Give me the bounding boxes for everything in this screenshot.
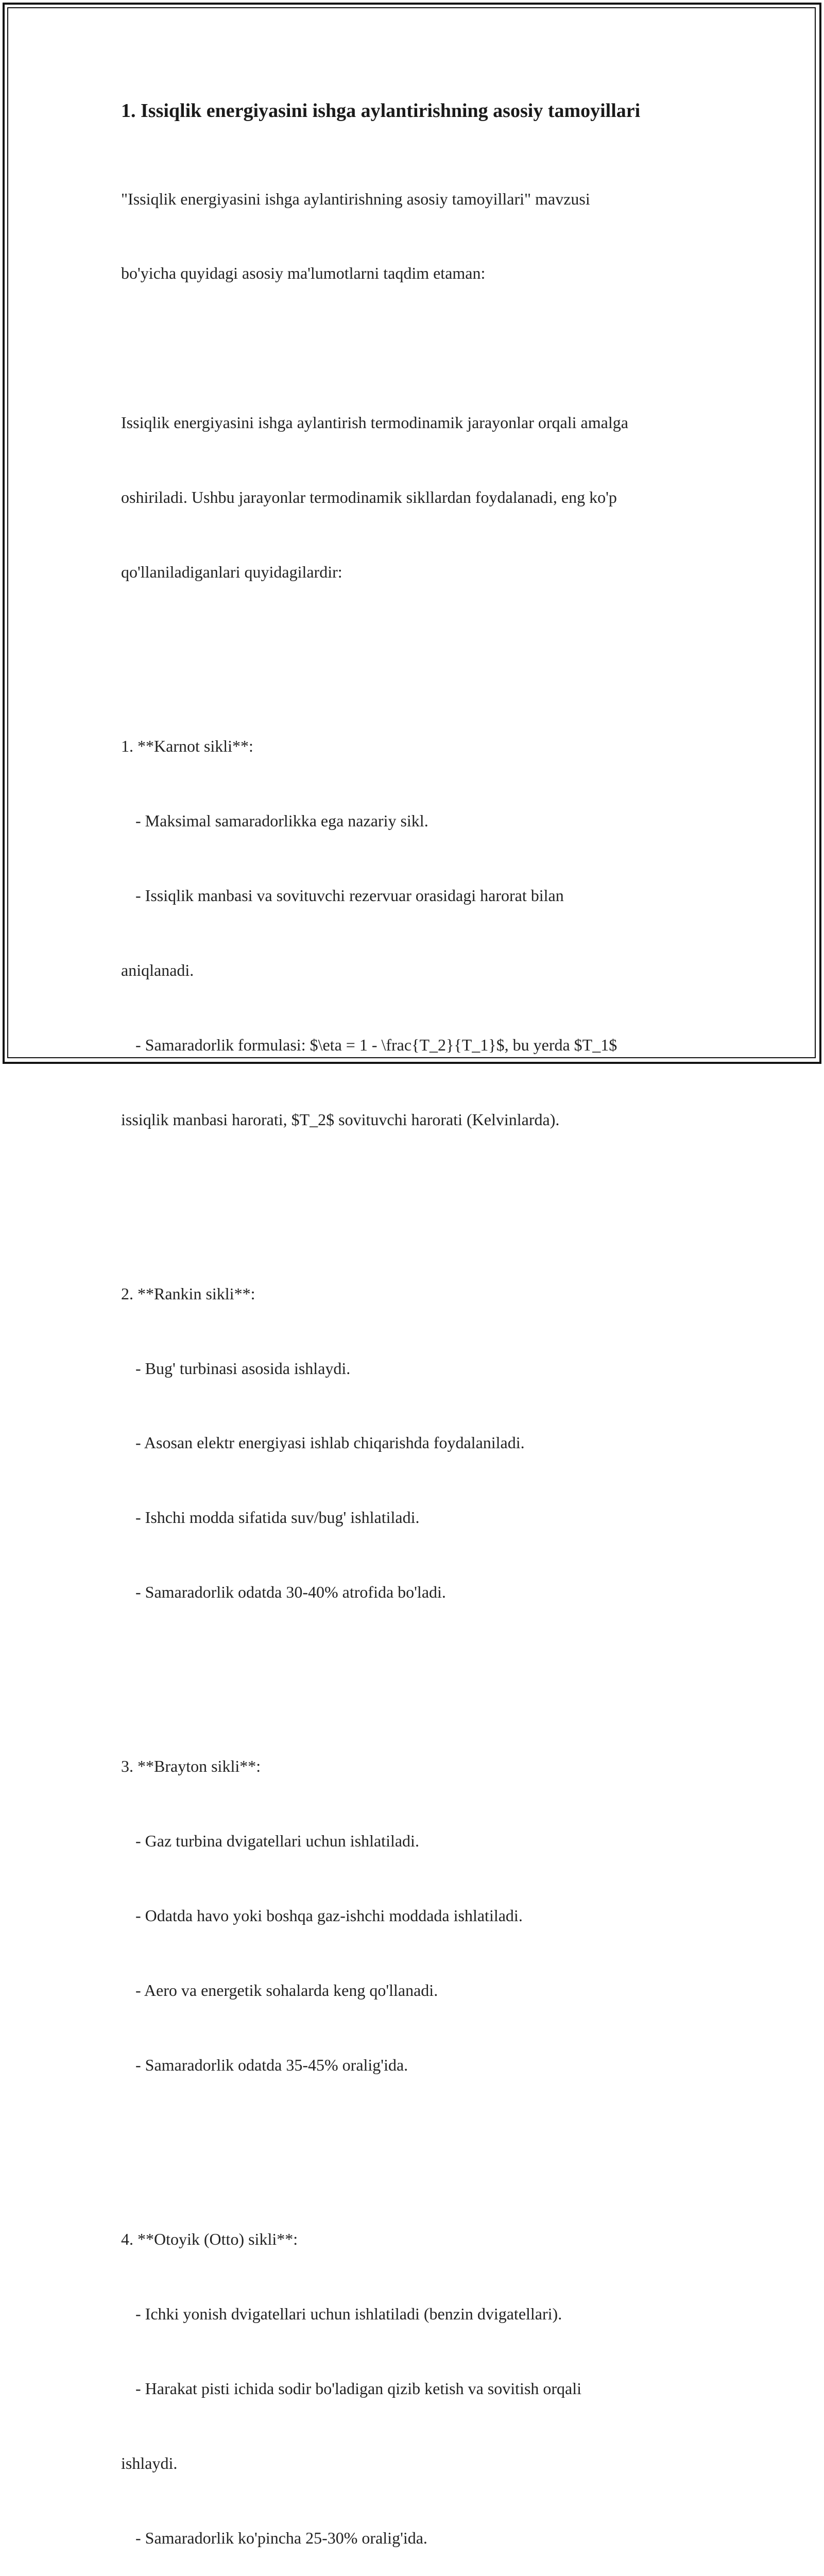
document-body [121, 137, 713, 2576]
blank-line [121, 634, 713, 659]
list-subitem: - Bug' turbinasi asosida ishlaydi. [135, 1359, 351, 1378]
list-subitem: - Ishchi modda sifatida suv/bug' ishlatiladi. [135, 1508, 420, 1527]
intro-line: "Issiqlik energiyasini ishga aylantirishning asosiy tamoyillari" mavzusi [121, 189, 590, 208]
list-subitem: - Odatda havo yoki boshqa gaz-ishchi moddada ishlatiladi. [135, 1906, 523, 1925]
paragraph-line: oshiriladi. Ushbu jarayonlar termodinamik sikllardan foydalanadi, eng ko'p [121, 488, 617, 507]
list-subitem: - Gaz turbina dvigatellari uchun ishlatiladi. [135, 1832, 419, 1851]
intro-line: bo'yicha quyidagi asosiy ma'lumotlarni taqdim etaman: [121, 264, 486, 283]
blank-line [121, 1654, 713, 1679]
list-item-heading: 1. **Karnot sikli**: [121, 737, 253, 756]
list-item-heading: 3. **Brayton sikli**: [121, 1757, 261, 1776]
list-subitem-continuation: ishlaydi. [121, 2453, 178, 2472]
list-subitem-continuation: issiqlik manbasi harorati, $T_2$ sovituvchi harorati (Kelvinlarda). [121, 1110, 560, 1129]
list-subitem: - Samaradorlik formulasi: $\eta = 1 - \frac{T_2}{T_1}$, bu yerda $T_1$ [135, 1035, 617, 1054]
list-subitem: - Aero va energetik sohalarda keng qo'llanadi. [135, 1980, 438, 1999]
blank-line [121, 2127, 713, 2152]
list-subitem: - Asosan elektr energiyasi ishlab chiqarishda foydalaniladi. [135, 1433, 525, 1452]
list-subitem: - Samaradorlik odatda 35-45% oralig'ida. [135, 2055, 408, 2074]
list-subitem: - Ichki yonish dvigatellari uchun ishlatiladi (benzin dvigatellari). [135, 2304, 562, 2323]
list-subitem: - Maksimal samaradorlikka ega nazariy sikl. [135, 811, 428, 831]
list-item-heading: 4. **Otoyik (Otto) sikli**: [121, 2229, 298, 2248]
list-subitem: - Issiqlik manbasi va sovituvchi rezervuar orasidagi harorat bilan [135, 886, 564, 905]
paragraph-line: Issiqlik energiyasini ishga aylantirish termodinamik jarayonlar orqali amalga [121, 413, 628, 432]
list-item-heading: 2. **Rankin sikli**: [121, 1284, 255, 1303]
list-subitem: - Samaradorlik odatda 30-40% atrofida bo'ladi. [135, 1583, 446, 1602]
list-subitem: - Samaradorlik ko'pincha 25-30% oralig'ida. [135, 2528, 427, 2547]
blank-line [121, 335, 713, 360]
document-content [121, 94, 713, 2576]
document-title: 1. Issiqlik energiyasini ishga aylantirishning asosiy tamoyillari [121, 100, 641, 122]
paragraph-line: qo'llaniladiganlari quyidagilardir: [121, 563, 342, 582]
list-subitem-continuation: aniqlanadi. [121, 960, 194, 979]
list-subitem: - Harakat pisti ichida sodir bo'ladigan qizib ketish va sovitish orqali [135, 2379, 582, 2398]
blank-line [121, 1181, 713, 1206]
